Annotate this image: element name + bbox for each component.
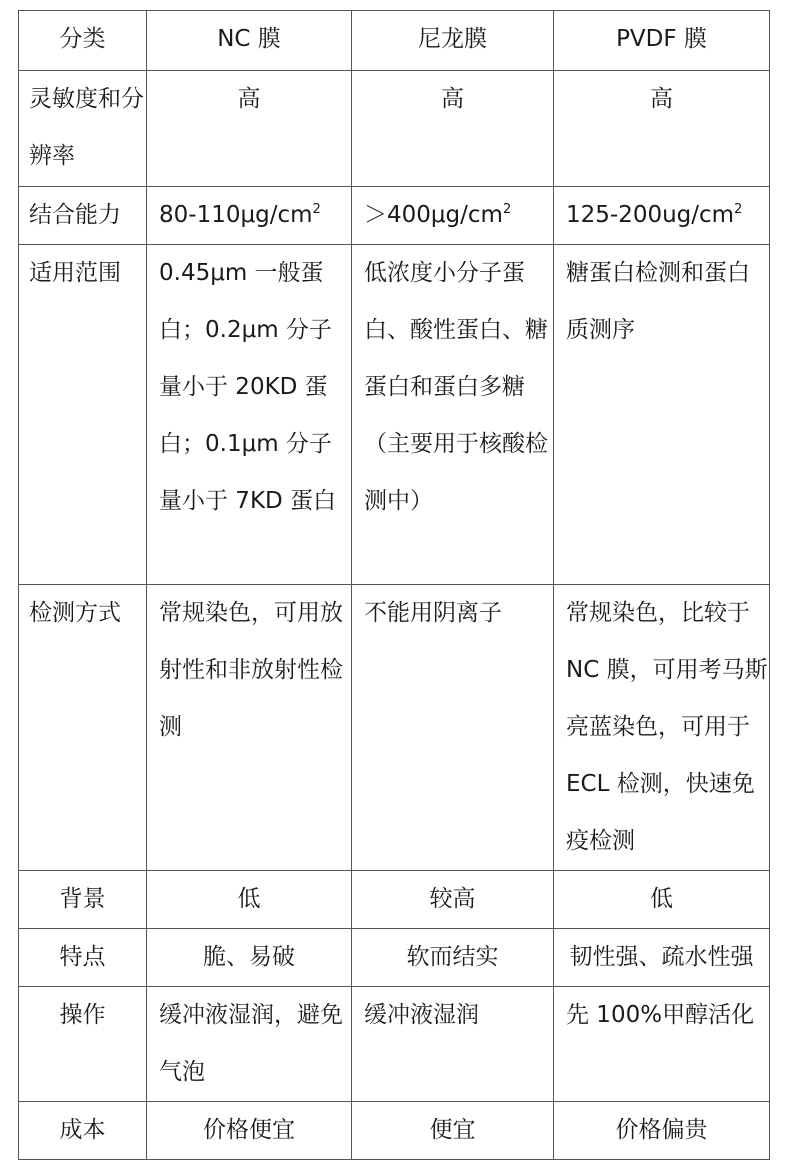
cell-operation-nylon: 缓冲液湿润 bbox=[352, 987, 554, 1102]
table-row bbox=[19, 1102, 770, 1160]
row-label-binding-capacity: 结合能力 bbox=[19, 187, 147, 245]
cell-operation-pvdf: 先 100%甲醇活化 bbox=[554, 987, 770, 1102]
cell-scope-nc: 0.45μm 一般蛋白；0.2μm 分子量小于 20KD 蛋白；0.1μm 分子量小于 7KD 蛋白 bbox=[147, 245, 352, 585]
row-label-background: 背景 bbox=[19, 871, 147, 929]
cell-cost-nc: 价格便宜 bbox=[147, 1102, 352, 1160]
cell-background-nylon: 较高 bbox=[352, 871, 554, 929]
binding-pvdf-value: 125-200ug/cm bbox=[566, 202, 735, 228]
row-label-application-scope: 适用范围 bbox=[19, 245, 147, 585]
binding-nc-value: 80-110μg/cm bbox=[159, 202, 313, 228]
cell-binding-nc bbox=[147, 187, 352, 245]
cell-detection-pvdf: 常规染色，比较于 NC 膜，可用考马斯亮蓝染色，可用于 ECL 检测，快速免疫检测 bbox=[554, 585, 770, 871]
row-label-detection-method: 检测方式 bbox=[19, 585, 147, 871]
table-row bbox=[19, 929, 770, 987]
cell-features-nylon: 软而结实 bbox=[352, 929, 554, 987]
cell-sensitivity-pvdf: 高 bbox=[554, 71, 770, 187]
table-row bbox=[19, 585, 770, 871]
table-row bbox=[19, 245, 770, 585]
table-row bbox=[19, 987, 770, 1102]
binding-nylon-exponent: 2 bbox=[502, 202, 512, 217]
cell-binding-pvdf bbox=[554, 187, 770, 245]
cell-sensitivity-nylon: 高 bbox=[352, 71, 554, 187]
cell-sensitivity-nc: 高 bbox=[147, 71, 352, 187]
table-row bbox=[19, 71, 770, 187]
binding-pvdf-exponent: 2 bbox=[734, 202, 743, 217]
header-nc-membrane: NC 膜 bbox=[147, 11, 352, 71]
cell-scope-nylon: 低浓度小分子蛋白、酸性蛋白、糖蛋白和蛋白多糖（主要用于核酸检测中） bbox=[352, 245, 554, 585]
cell-features-nc: 脆、易破 bbox=[147, 929, 352, 987]
table-header-row bbox=[19, 11, 770, 71]
cell-binding-nylon bbox=[352, 187, 554, 245]
membrane-comparison-table bbox=[18, 10, 770, 1160]
binding-nylon-value: ＞400μg/cm bbox=[364, 202, 503, 228]
cell-background-pvdf: 低 bbox=[554, 871, 770, 929]
cell-operation-nc: 缓冲液湿润，避免气泡 bbox=[147, 987, 352, 1102]
cell-background-nc: 低 bbox=[147, 871, 352, 929]
cell-detection-nylon: 不能用阴离子 bbox=[352, 585, 554, 871]
header-pvdf-membrane: PVDF 膜 bbox=[554, 11, 770, 71]
cell-scope-pvdf: 糖蛋白检测和蛋白质测序 bbox=[554, 245, 770, 585]
header-nylon-membrane: 尼龙膜 bbox=[352, 11, 554, 71]
row-label-sensitivity: 灵敏度和分辨率 bbox=[19, 71, 147, 187]
binding-nc-exponent: 2 bbox=[312, 202, 321, 217]
cell-features-pvdf: 韧性强、疏水性强 bbox=[554, 929, 770, 987]
header-category: 分类 bbox=[19, 11, 147, 71]
row-label-features: 特点 bbox=[19, 929, 147, 987]
table-row bbox=[19, 871, 770, 929]
cell-cost-pvdf: 价格偏贵 bbox=[554, 1102, 770, 1160]
row-label-cost: 成本 bbox=[19, 1102, 147, 1160]
cell-cost-nylon: 便宜 bbox=[352, 1102, 554, 1160]
table-row bbox=[19, 187, 770, 245]
row-label-operation: 操作 bbox=[19, 987, 147, 1102]
cell-detection-nc: 常规染色，可用放射性和非放射性检测 bbox=[147, 585, 352, 871]
